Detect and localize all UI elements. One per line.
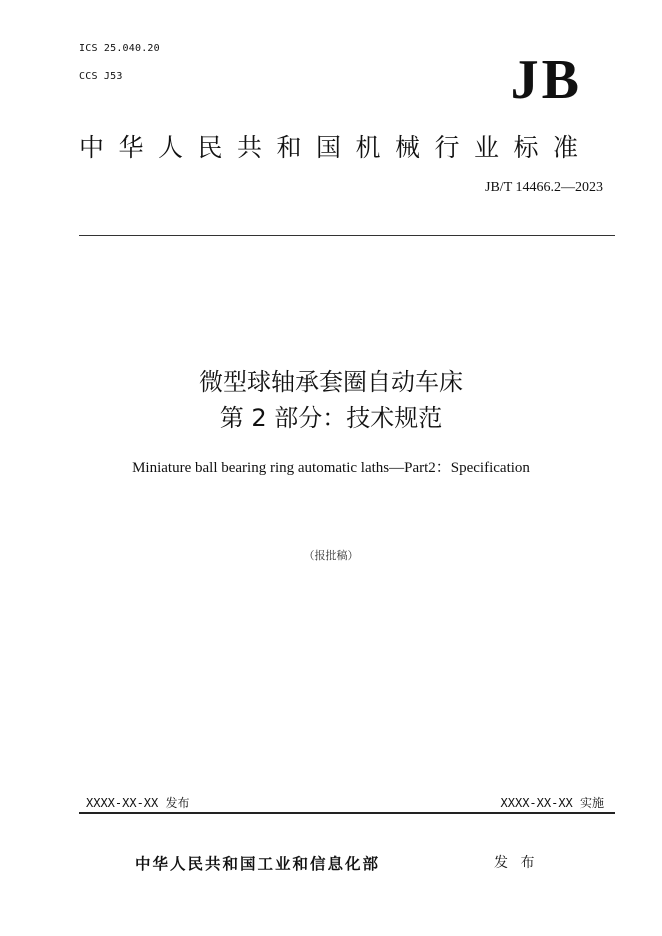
jb-logo: JB (510, 49, 582, 111)
standard-category-title: 中华人民共和国机械行业标准 (79, 133, 593, 162)
issue-label: 发 布 (494, 855, 539, 871)
ics-code: ICS 25.040.20 (79, 43, 160, 54)
implement-date: XXXX-XX-XX 实施 (500, 796, 604, 810)
document-title-cn-line1: 微型球轴承套圈自动车床 (199, 368, 463, 396)
draft-status: （报批稿） (303, 549, 359, 562)
document-title-en: Miniature ball bearing ring automatic laths—Part2：Specification (132, 460, 530, 476)
header-divider (79, 235, 615, 236)
issuing-authority: 中华人民共和国工业和信息化部 (135, 855, 381, 873)
footer-divider (79, 812, 615, 814)
publish-date: XXXX-XX-XX 发布 (86, 796, 190, 810)
standard-code: JB/T 14466.2—2023 (485, 180, 603, 195)
document-title-cn-line2: 第 2 部分：技术规范 (219, 404, 443, 432)
ccs-code: CCS J53 (79, 71, 123, 82)
